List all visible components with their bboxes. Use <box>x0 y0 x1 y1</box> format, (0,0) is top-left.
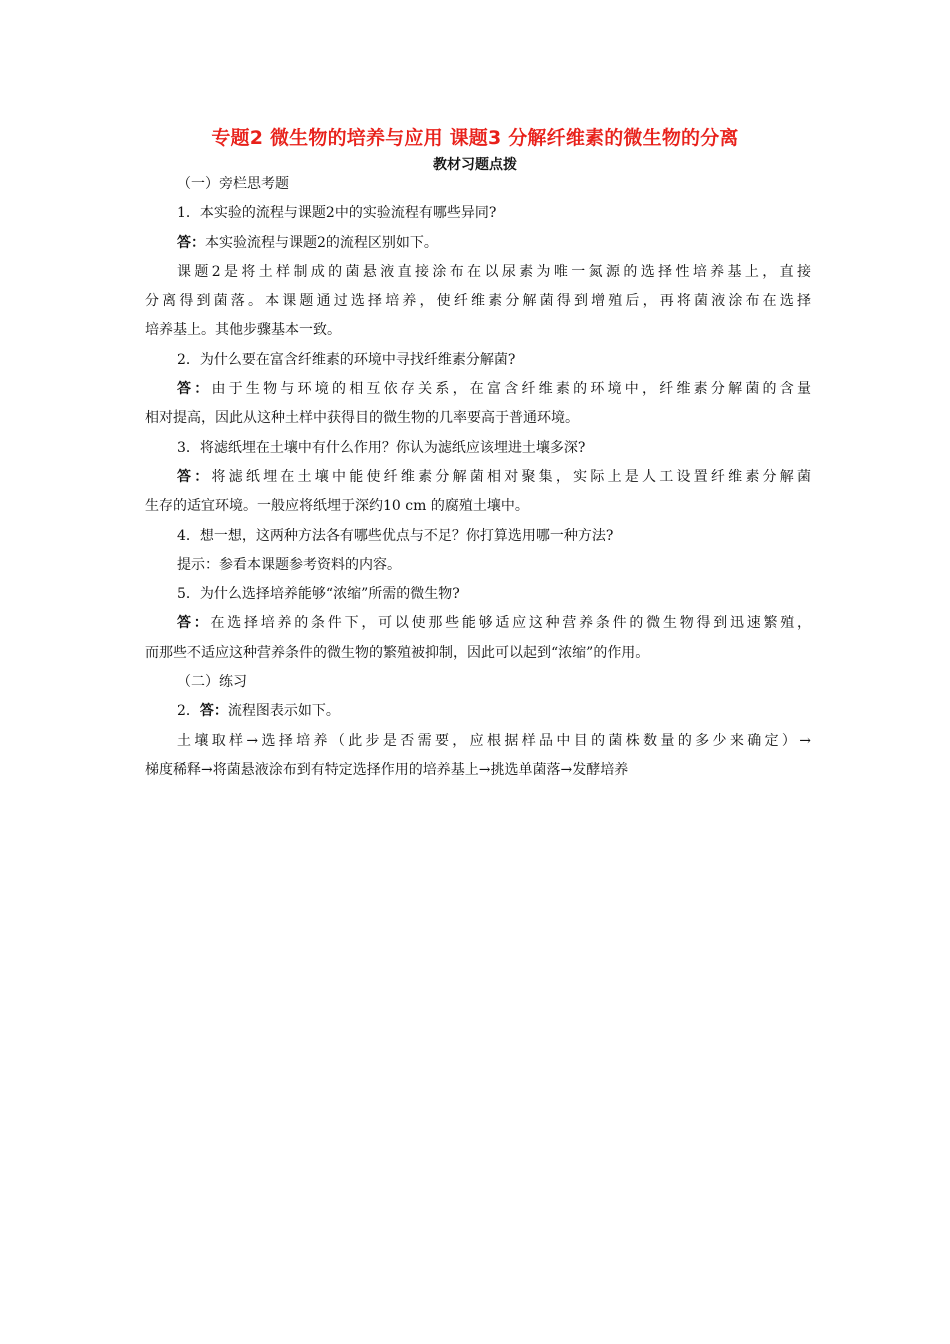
document-subtitle: 教材习题点拨 <box>433 157 517 173</box>
answer-5: 答：在选择培养的条件下，可以使那些能够适应这种营养条件的微生物得到迅速繁殖， <box>177 615 811 632</box>
exercise-2: 2．答：流程图表示如下。 <box>177 703 340 720</box>
answer-2: 答：由于生物与环境的相互依存关系，在富含纤维素的环境中，纤维素分解菌的含量 <box>177 381 811 398</box>
paragraph-line: 相对提高，因此从这种土样中获得目的微生物的几率要高于普通环境。 <box>145 410 579 427</box>
flow-line: 土壤取样→选择培养（此步是否需要，应根据样品中目的菌株数量的多少来确定）→ <box>177 732 811 749</box>
document-title: 专题2 微生物的培养与应用 课题3 分解纤维素的微生物的分离 <box>211 127 739 149</box>
paragraph-line: 分离得到菌落。本课题通过选择培养，使纤维素分解菌得到增殖后，再将菌液涂布在选择 <box>145 293 811 310</box>
question-2: 2．为什么要在富含纤维素的环境中寻找纤维素分解菌? <box>177 351 516 368</box>
section-heading: （二）练习 <box>177 674 247 691</box>
question-3: 3．将滤纸埋在土壤中有什么作用？你认为滤纸应该埋进土壤多深? <box>177 439 586 456</box>
hint-4: 提示：参看本课题参考资料的内容。 <box>177 556 401 573</box>
question-5: 5．为什么选择培养能够“浓缩”所需的微生物? <box>177 586 460 603</box>
answer-1: 答：本实验流程与课题2的流程区别如下。 <box>177 234 438 251</box>
paragraph-line: 生存的适宜环境。一般应将纸埋于深约10 cm 的腐殖土壤中。 <box>145 498 529 515</box>
document-body <box>145 170 811 785</box>
section-heading: （一）旁栏思考题 <box>177 176 289 192</box>
flow-line: 梯度稀释→将菌悬液涂布到有特定选择作用的培养基上→挑选单菌落→发酵培养 <box>145 761 629 778</box>
answer-3: 答：将滤纸埋在土壤中能使纤维素分解菌相对聚集，实际上是人工设置纤维素分解菌 <box>177 468 811 485</box>
exercise-prefix: 2．答： <box>177 703 228 720</box>
answer-label: 答： <box>177 468 212 485</box>
question-1: 1．本实验的流程与课题2中的实验流程有哪些异同? <box>177 205 497 222</box>
answer-label: 答： <box>177 615 211 632</box>
answer-label: 答： <box>177 381 212 398</box>
answer-label: 答： <box>177 234 205 251</box>
question-4: 4．想一想，这两种方法各有哪些优点与不足？你打算选用哪一种方法? <box>177 527 614 544</box>
paragraph-line: 而那些不适应这种营养条件的微生物的繁殖被抑制，因此可以起到“浓缩”的作用。 <box>145 644 650 661</box>
paragraph-line: 培养基上。其他步骤基本一致。 <box>145 322 341 339</box>
paragraph-line: 课题2是将土样制成的菌悬液直接涂布在以尿素为唯一氮源的选择性培养基上，直接 <box>177 263 811 280</box>
